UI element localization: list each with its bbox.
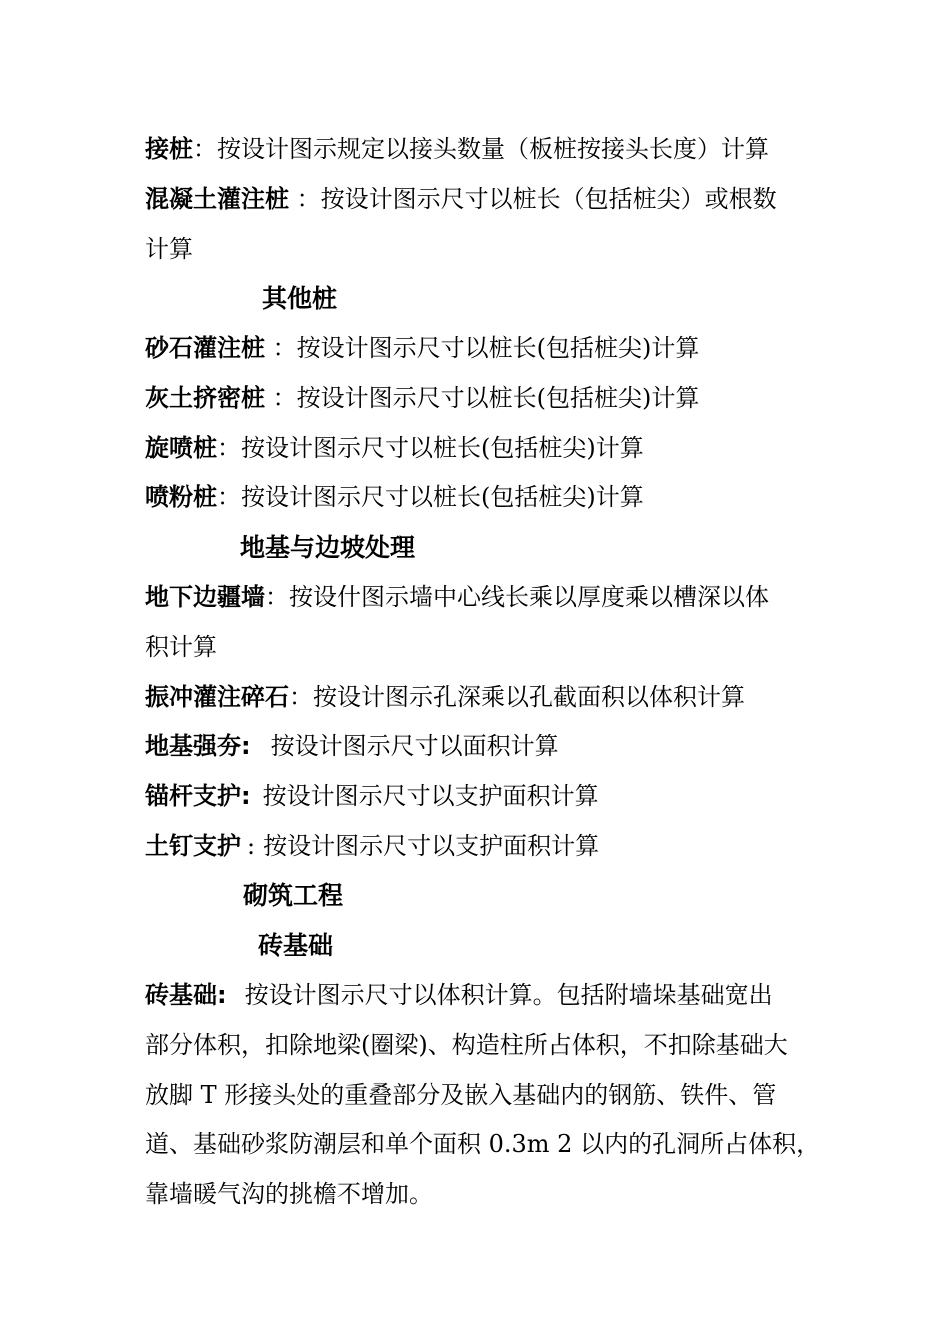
term: 砖基础 [145,981,217,1009]
separator: : [217,981,227,1009]
term: 旋喷桩 [145,434,217,462]
entry-zhuanjichu-line4: 道、基础砂浆防潮层和单个面积 0.3m 2 以内的孔洞所占体积， [145,1130,821,1158]
description: 按设计图示尺寸以支护面积计算 [263,832,600,860]
separator: : [241,782,251,810]
entry-zhuanjichu-line3: 放脚 T 形接头处的重叠部分及嵌入基础内的钢筋、铁件、管 [145,1081,777,1109]
description: 按设计图示规定以接头数量（板桩按接头长度）计算 [217,135,769,163]
entry-dixia [145,581,825,613]
separator: ： [289,683,313,711]
term: 灰土挤密桩 [145,384,265,412]
description: 按设计图示尺寸以桩长(包括桩尖)计算 [296,384,700,412]
separator: ： [265,334,297,362]
heading-diji: 地基与边坡处理 [240,533,416,562]
term: 喷粉桩 [145,483,217,511]
entry-dixia-continued: 积计算 [145,633,217,661]
term: 土钉支护 [145,832,241,860]
entry-penfen [145,481,825,513]
term: 接桩 [145,135,193,163]
description: 按设计图示尺寸以支护面积计算 [262,782,599,810]
term: 锚杆支护 [145,782,241,810]
description: 按设计图示尺寸以桩长(包括桩尖)计算 [241,434,644,462]
heading-qizhu: 砌筑工程 [243,881,344,910]
separator: ： [289,185,321,213]
entry-zhuanjichu [145,979,825,1011]
separator: : [241,732,251,760]
entry-qianghang [145,730,825,762]
separator: ： [217,483,241,511]
separator: : [247,832,256,860]
entry-zhenchong [145,681,825,713]
entry-maogan [145,780,825,812]
entry-hunningtu-continued: 计算 [145,235,193,263]
term: 地下边疆墙 [145,583,265,611]
term: 砂石灌注桩 [145,334,265,362]
entry-jiezhuang [145,133,825,165]
term: 振冲灌注碎石 [145,683,289,711]
entry-xuanpen [145,432,825,464]
entry-hunningtu [145,183,825,215]
entry-huitu [145,382,825,414]
description: 按设计图示尺寸以桩长（包括桩尖）或根数 [320,185,777,213]
description: 按设计图示孔深乘以孔截面积以体积计算 [313,683,745,711]
heading-zhuan: 砖基础 [258,931,334,960]
heading-qita: 其他桩 [262,284,338,313]
term: 混凝土灌注桩 [145,185,289,213]
separator: ： [265,583,289,611]
separator: ： [265,384,297,412]
entry-zhuanjichu-line2: 部分体积，扣除地梁(圈梁)、构造柱所占体积，不扣除基础大 [145,1031,788,1059]
term: 地基强夯 [145,732,241,760]
description: 按设计图示尺寸以桩长(包括桩尖)计算 [241,483,644,511]
description: 按设计图示尺寸以面积计算 [270,732,559,760]
description: 按设什图示墙中心线长乘以厚度乘以槽深以体 [289,583,769,611]
description: 按设计图示尺寸以桩长(包括桩尖)计算 [296,334,700,362]
separator: ： [193,135,217,163]
entry-zhuanjichu-line5: 靠墙暖气沟的挑檐不增加。 [145,1180,433,1208]
separator: ： [217,434,241,462]
description: 按设计图示尺寸以体积计算。包括附墙垛基础宽出 [244,981,773,1009]
entry-shashi [145,332,825,364]
entry-tuding [145,830,825,862]
